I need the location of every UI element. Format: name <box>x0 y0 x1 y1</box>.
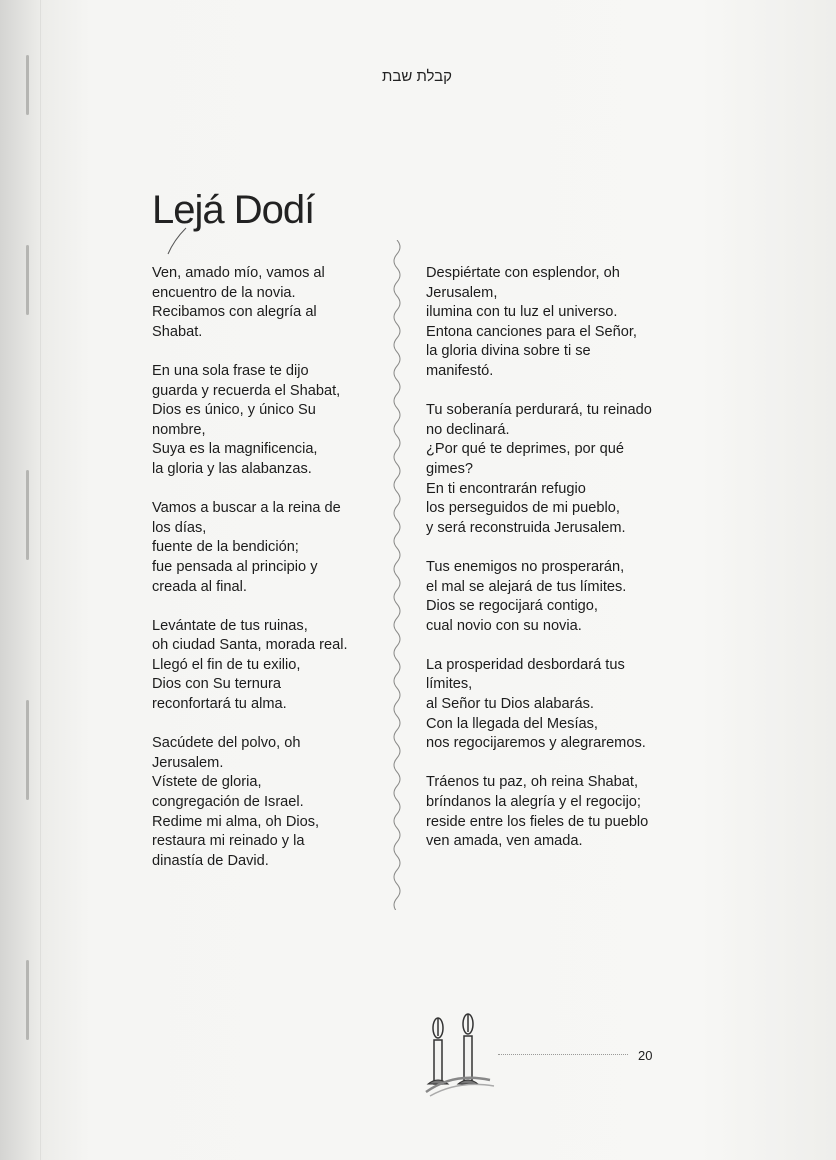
verse-line: los perseguidos de mi pueblo, <box>426 500 620 517</box>
verse-line: En ti encontrarán refugio <box>426 480 586 497</box>
verse-line: congregación de Israel. <box>152 794 304 811</box>
verse-line: cual novio con su novia. <box>426 617 582 634</box>
verse-line: Vamos a buscar a la reina de <box>152 500 341 517</box>
verse-line: gimes? <box>426 460 474 477</box>
verse-line: Ven, amado mío, vamos al <box>152 265 325 281</box>
verse-line: Recibamos con alegría al <box>152 304 317 321</box>
verse-line: Jerusalem, <box>426 284 498 301</box>
verse-stanza <box>426 264 694 382</box>
verse-stanza <box>152 499 380 597</box>
verse-line: ilumina con tu luz el universo. <box>426 304 618 321</box>
shabbat-candles-icon <box>424 1010 496 1100</box>
verse-line: Dios es único, y único Su <box>152 402 316 419</box>
verse-line: Despiértate con esplendor, oh <box>426 265 620 281</box>
verse-line: encuentro de la novia. <box>152 284 296 301</box>
verse-line: bríndanos la alegría y el regocijo; <box>426 794 641 811</box>
verse-line: creada al final. <box>152 578 247 595</box>
title-underline-stroke <box>166 226 188 256</box>
verse-stanza <box>426 558 694 636</box>
footer-dotted-line <box>498 1054 628 1055</box>
verse-line: restaura mi reinado y la <box>152 833 305 850</box>
verse-stanza <box>152 734 380 871</box>
verse-line: Entona canciones para el Señor, <box>426 323 637 340</box>
verse-line: límites, <box>426 676 473 693</box>
verse-line: ¿Por qué te deprimes, por qué <box>426 441 624 458</box>
binding-stitch <box>26 55 29 115</box>
verse-line: no declinará. <box>426 421 510 438</box>
verse-line: nos regocijaremos y alegraremos. <box>426 735 646 752</box>
right-column-verses <box>426 264 694 871</box>
verse-line: ven amada, ven amada. <box>426 833 583 850</box>
verse-line: Tus enemigos no prosperarán, <box>426 558 625 575</box>
verse-line: y será reconstruida Jerusalem. <box>426 519 626 536</box>
verse-line: Dios se regocijará contigo, <box>426 598 598 615</box>
verse-line: Shabat. <box>152 323 203 340</box>
left-column-verses <box>152 264 380 891</box>
verse-stanza <box>426 656 694 754</box>
verse-stanza <box>152 362 380 480</box>
verse-line: oh ciudad Santa, morada real. <box>152 637 348 654</box>
verse-line: La prosperidad desbordará tus <box>426 656 625 673</box>
verse-line: fuente de la bendición; <box>152 539 299 556</box>
verse-stanza <box>152 617 380 715</box>
verse-line: Vístete de gloria, <box>152 774 262 791</box>
verse-line: reside entre los fieles de tu pueblo <box>426 813 649 830</box>
verse-line: la gloria y las alabanzas. <box>152 460 312 477</box>
verse-line: manifestó. <box>426 362 494 379</box>
verse-line: fue pensada al principio y <box>152 558 318 575</box>
verse-line: Llegó el fin de tu exilio, <box>152 656 301 673</box>
page-binding <box>18 0 41 1160</box>
page-title: Lejá Dodí <box>152 188 315 232</box>
verse-line: guarda y recuerda el Shabat, <box>152 382 341 399</box>
verse-line: En una sola frase te dijo <box>152 362 309 379</box>
verse-stanza <box>426 773 694 851</box>
page-number: 20 <box>638 1048 653 1063</box>
verse-line: Dios con Su ternura <box>152 676 281 693</box>
wavy-column-divider <box>390 240 404 910</box>
binding-stitch <box>26 700 29 800</box>
verse-line: al Señor tu Dios alabarás. <box>426 696 594 713</box>
binding-stitch <box>26 470 29 560</box>
verse-line: Tu soberanía perdurará, tu reinado <box>426 402 652 419</box>
verse-stanza <box>426 401 694 538</box>
verse-line: Levántate de tus ruinas, <box>152 617 308 634</box>
verse-line: Redime mi alma, oh Dios, <box>152 813 320 830</box>
binding-stitch <box>26 245 29 315</box>
binding-stitch <box>26 960 29 1040</box>
verse-line: el mal se alejará de tus límites. <box>426 578 627 595</box>
verse-line: reconfortará tu alma. <box>152 696 287 713</box>
verse-line: Sacúdete del polvo, oh <box>152 735 301 752</box>
verse-line: nombre, <box>152 421 206 438</box>
verse-stanza <box>152 264 380 342</box>
verse-line: Jerusalem. <box>152 754 224 771</box>
verse-line: dinastía de David. <box>152 852 269 869</box>
page-header-hebrew: קבלת שבת <box>382 68 452 85</box>
verse-line: Tráenos tu paz, oh reina Shabat, <box>426 774 639 791</box>
verse-line: Con la llegada del Mesías, <box>426 715 598 732</box>
verse-line: los días, <box>152 519 207 536</box>
verse-line: Suya es la magnificencia, <box>152 441 318 458</box>
verse-line: la gloria divina sobre ti se <box>426 343 591 360</box>
